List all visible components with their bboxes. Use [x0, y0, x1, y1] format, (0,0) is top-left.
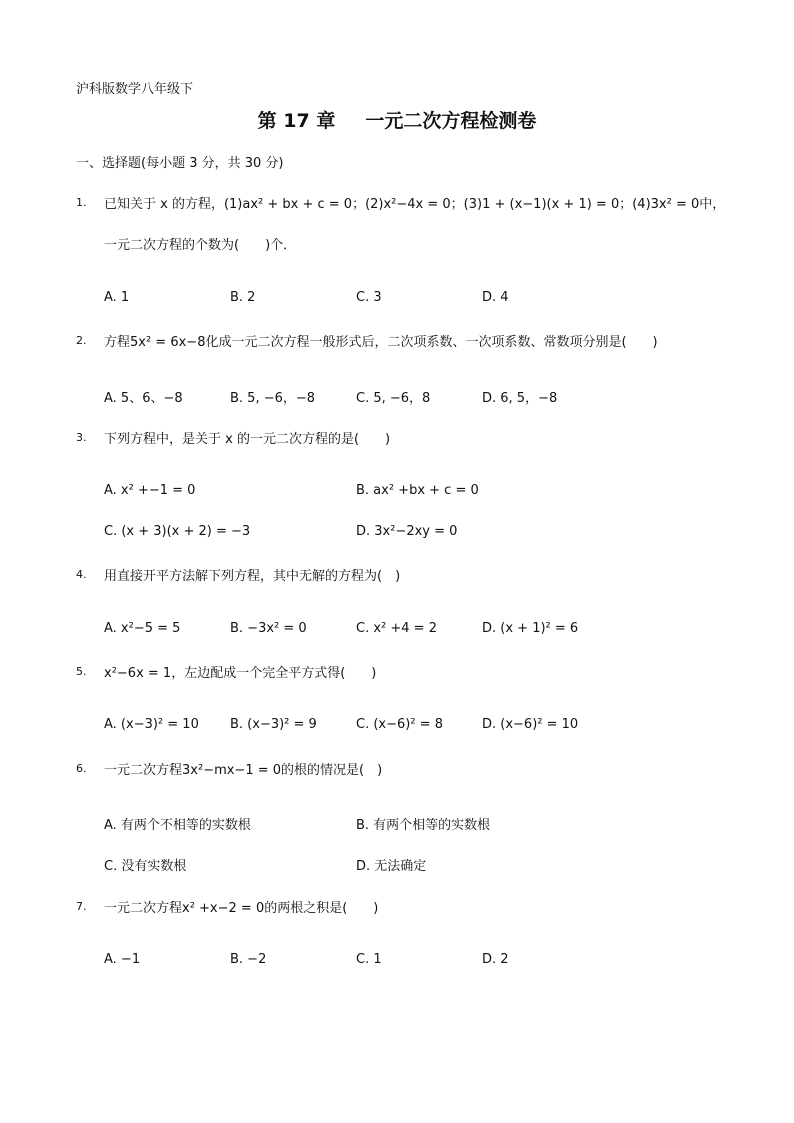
question-6-option-b[interactable]: B. 有两个相等的实数根 [356, 818, 491, 833]
question-4-option-b[interactable]: B. −3x² = 0 [230, 621, 307, 636]
question-7-text: 一元二次方程x² +x−2 = 0的两根之积是( ) [104, 901, 379, 916]
question-1-number: 1. [76, 196, 87, 209]
question-2-option-c[interactable]: C. 5, −6，8 [356, 391, 431, 406]
question-6-option-d[interactable]: D. 无法确定 [356, 859, 427, 874]
question-7-option-c[interactable]: C. 1 [356, 952, 382, 967]
question-7-option-a[interactable]: A. −1 [104, 952, 141, 967]
question-1-option-d[interactable]: D. 4 [482, 290, 509, 305]
question-3-option-d[interactable]: D. 3x²−2xy = 0 [356, 524, 458, 539]
question-5-option-c[interactable]: C. (x−6)² = 8 [356, 717, 443, 732]
question-3-option-b[interactable]: B. ax² +bx + c = 0 [356, 483, 479, 498]
question-7-number: 7. [76, 900, 87, 913]
question-4-option-c[interactable]: C. x² +4 = 2 [356, 621, 437, 636]
section-heading: 一、选择题(每小题 3 分，共 30 分) [76, 156, 284, 171]
question-4-text: 用直接开平方法解下列方程，其中无解的方程为( ) [104, 569, 401, 584]
question-5-number: 5. [76, 665, 87, 678]
question-5-option-b[interactable]: B. (x−3)² = 9 [230, 717, 317, 732]
question-2-number: 2. [76, 334, 87, 347]
question-6-text: 一元二次方程3x²−mx−1 = 0的根的情况是( ) [104, 763, 383, 778]
question-4-option-a[interactable]: A. x²−5 = 5 [104, 621, 181, 636]
question-3-option-a[interactable]: A. x² +−1 = 0 [104, 483, 196, 498]
document-header: 沪科版数学八年级下 [76, 82, 194, 97]
question-7-option-d[interactable]: D. 2 [482, 952, 509, 967]
question-6-option-c[interactable]: C. 没有实数根 [104, 859, 187, 874]
question-3-text: 下列方程中，是关于 x 的一元二次方程的是( ) [104, 432, 391, 447]
question-5-text: x²−6x = 1，左边配成一个完全平方式得( ) [104, 666, 377, 681]
question-6-option-a[interactable]: A. 有两个不相等的实数根 [104, 818, 251, 833]
question-1-option-b[interactable]: B. 2 [230, 290, 256, 305]
chapter-name: 一元二次方程检测卷 [365, 110, 537, 132]
question-2-option-d[interactable]: D. 6, 5，−8 [482, 391, 558, 406]
question-2-option-a[interactable]: A. 5、6、−8 [104, 391, 183, 406]
question-2-text: 方程5x² = 6x−8化成一元二次方程一般形式后，二次项系数、一次项系数、常数项分别是( ) [104, 335, 658, 350]
chapter-number: 第 17 章 [257, 110, 336, 132]
question-7-option-b[interactable]: B. −2 [230, 952, 267, 967]
question-3-option-c[interactable]: C. (x + 3)(x + 2) = −3 [104, 524, 251, 539]
question-5-option-a[interactable]: A. (x−3)² = 10 [104, 717, 199, 732]
question-1-option-c[interactable]: C. 3 [356, 290, 382, 305]
question-1-text-line-1: 已知关于 x 的方程，(1)ax² + bx + c = 0；(2)x²−4x = 0；(3)1 + (x−1)(x + 1) = 0；(4)3x² = 0中， [104, 197, 726, 212]
question-4-number: 4. [76, 568, 87, 581]
question-5-option-d[interactable]: D. (x−6)² = 10 [482, 717, 579, 732]
question-4-option-d[interactable]: D. (x + 1)² = 6 [482, 621, 579, 636]
page-title [0, 106, 794, 133]
question-1-text-line-2: 一元二次方程的个数为( )个． [104, 238, 297, 253]
question-6-number: 6. [76, 762, 87, 775]
question-1-option-a[interactable]: A. 1 [104, 290, 130, 305]
question-3-number: 3. [76, 431, 87, 444]
question-2-option-b[interactable]: B. 5, −6，−8 [230, 391, 316, 406]
